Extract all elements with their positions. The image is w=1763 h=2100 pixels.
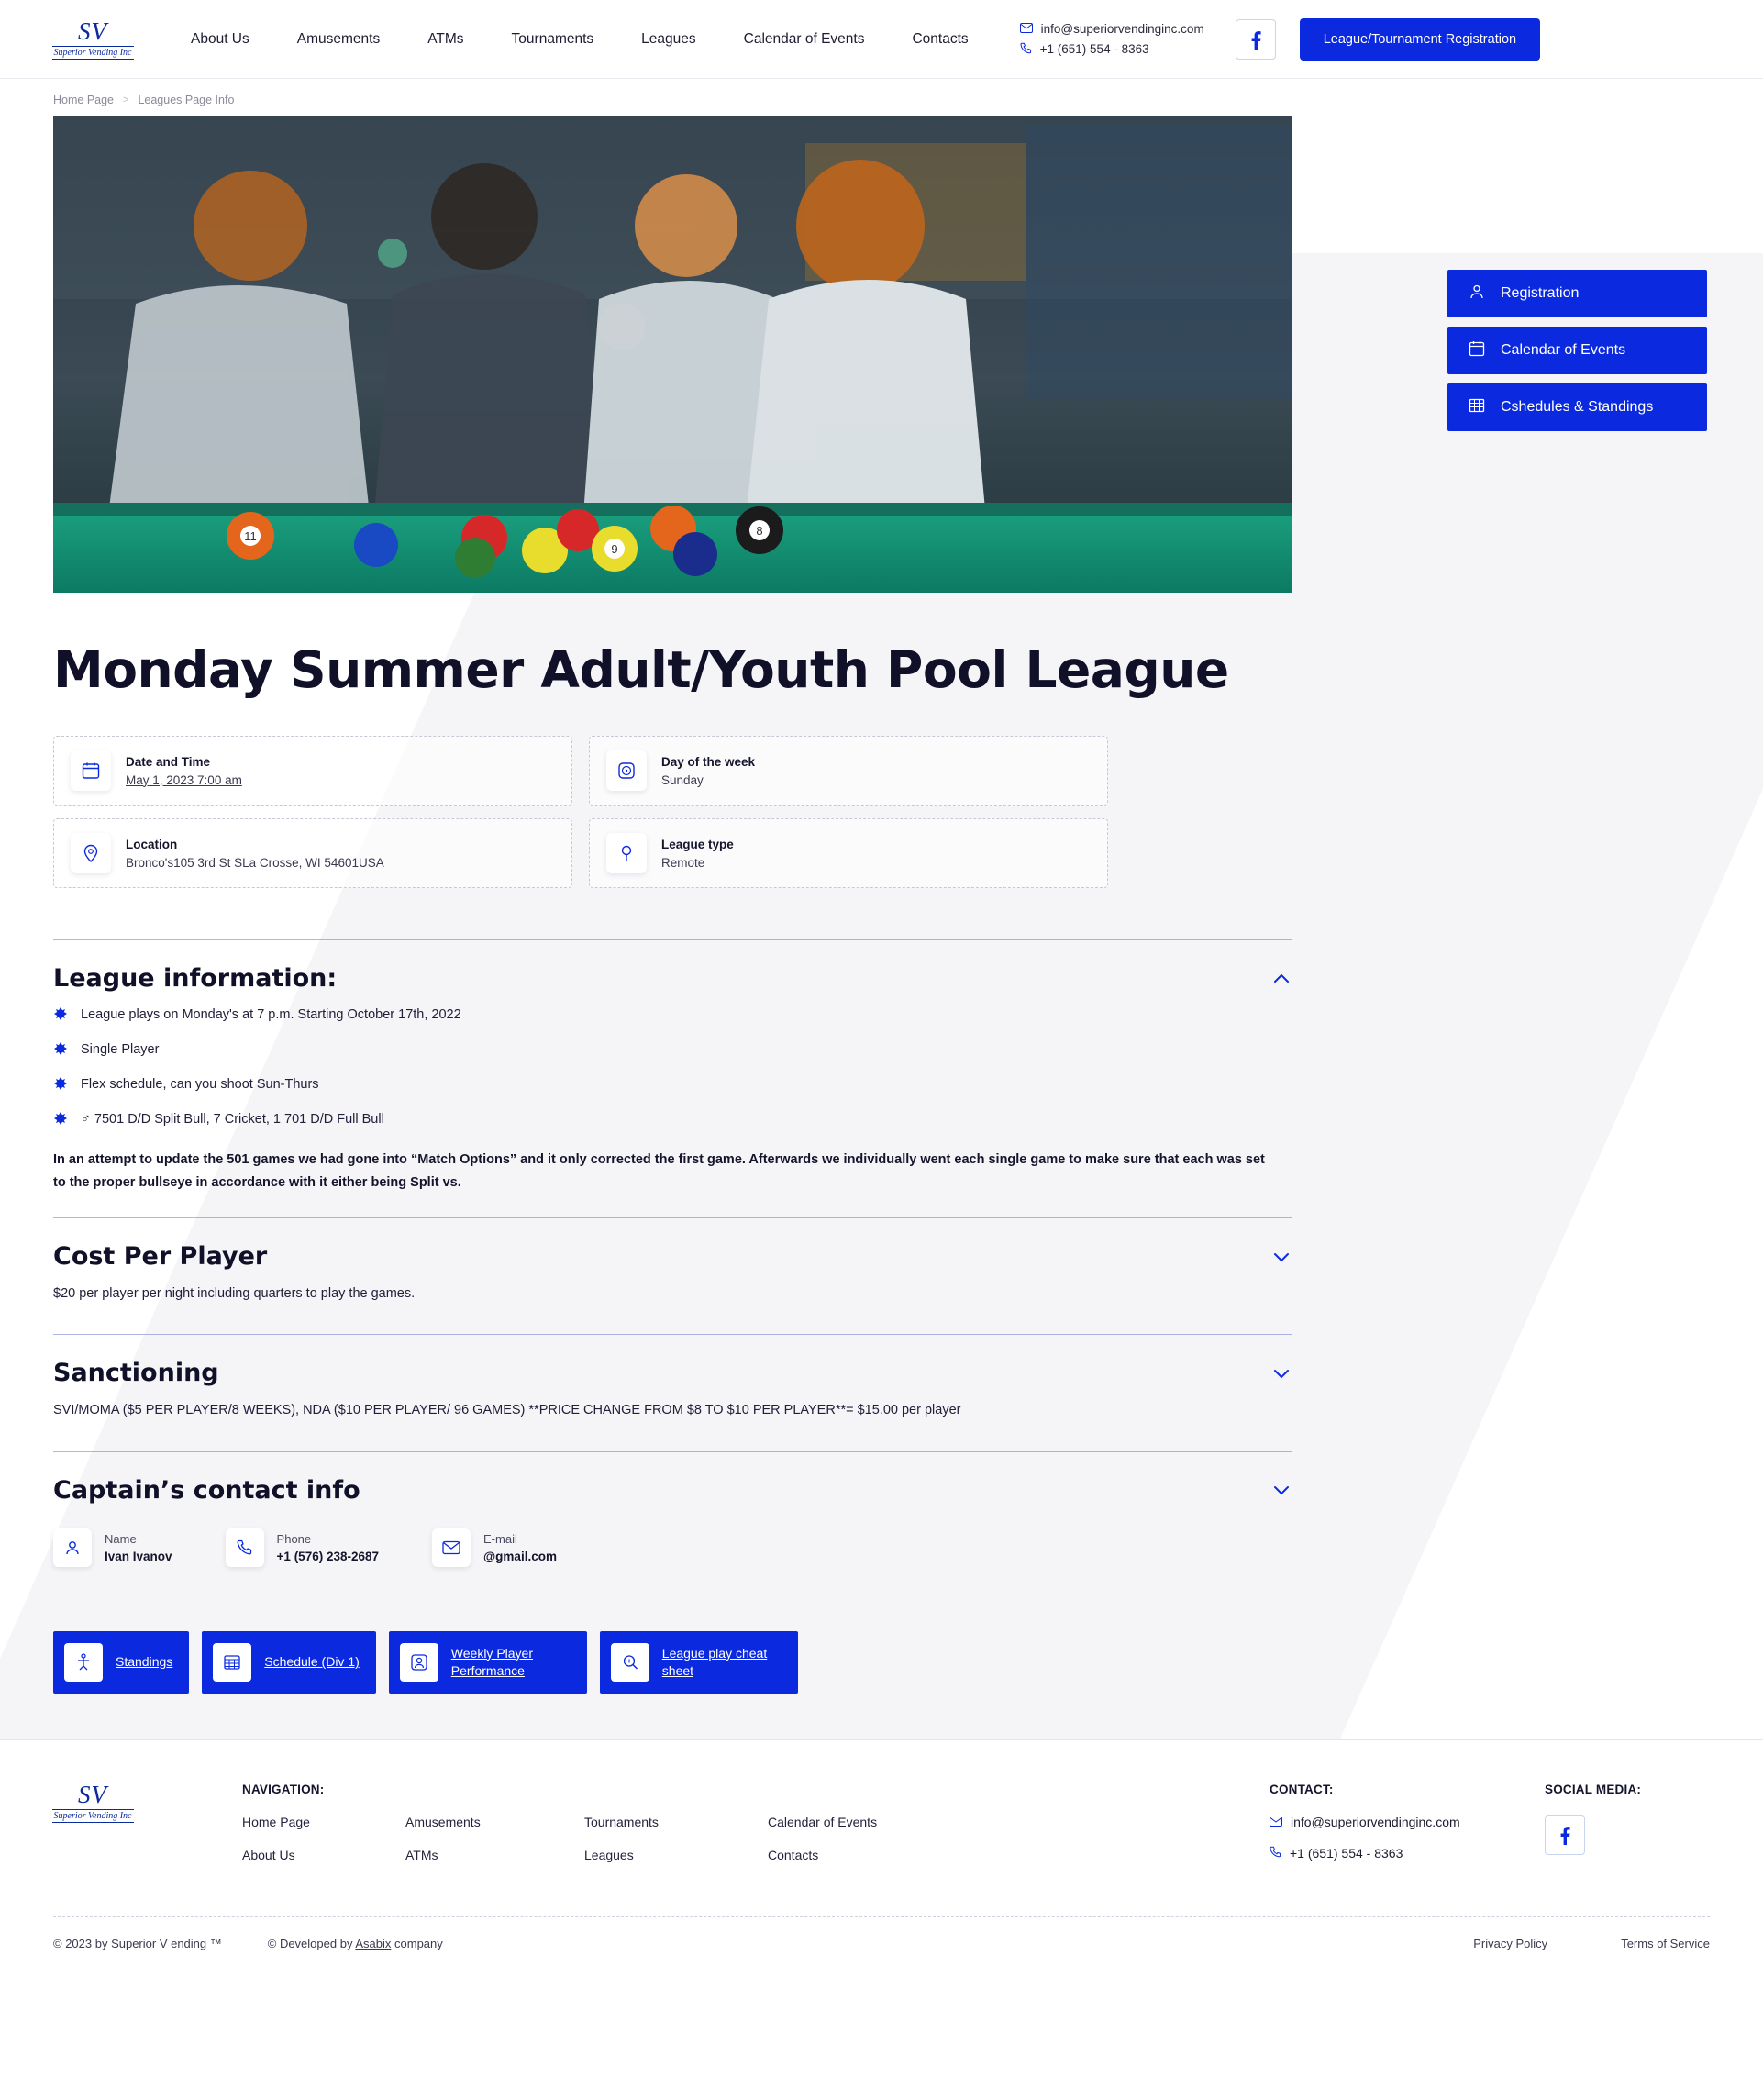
sidebar-item-registration-label: Registration: [1501, 285, 1580, 301]
captain-name-value: Ivan Ivanov: [105, 1549, 172, 1563]
captain-contact-row: [53, 1517, 1292, 1574]
accordion-title-cost-per-player: Cost Per Player: [53, 1242, 268, 1272]
player-icon: [400, 1643, 438, 1682]
schedule-icon: [213, 1643, 251, 1682]
page-body: [0, 116, 1763, 1739]
list-item: [53, 1110, 1292, 1130]
registration-icon: [1468, 283, 1486, 306]
accordion-body-sanctioning: [53, 1400, 1292, 1450]
footer-link-contacts[interactable]: Contacts: [768, 1847, 819, 1862]
accordion-list: [53, 939, 1292, 1598]
clock-icon: [606, 750, 647, 791]
bullet-icon: [53, 1111, 68, 1130]
calendar-icon: [1468, 339, 1486, 362]
standings-button[interactable]: [53, 1631, 189, 1694]
footer-link-calendar-of-events[interactable]: Calendar of Events: [768, 1814, 878, 1829]
footer-logo[interactable]: [53, 1780, 141, 1823]
footer-logo-initials: SV: [78, 1780, 107, 1808]
chevron-down-icon[interactable]: [1271, 1480, 1292, 1500]
header-contact-block: [1020, 22, 1204, 57]
footer-link-tournaments[interactable]: Tournaments: [584, 1814, 659, 1829]
main-nav: [167, 22, 992, 57]
phone-icon: [226, 1528, 264, 1567]
privacy-policy-link[interactable]: Privacy Policy: [1473, 1936, 1548, 1950]
footer-email[interactable]: [1270, 1815, 1545, 1829]
info-card-league-type-label: League type: [661, 837, 734, 851]
facebook-icon[interactable]: [1545, 1815, 1585, 1855]
standings-button-label: Standings: [116, 1654, 173, 1670]
divider: [53, 1217, 1292, 1218]
footer-nav-heading: NAVIGATION:: [242, 1782, 325, 1796]
nav-item-atms[interactable]: ATMs: [427, 30, 464, 47]
captain-name: [53, 1528, 172, 1567]
captain-name-label: Name: [105, 1531, 137, 1546]
footer-contact-heading: CONTACT:: [1270, 1782, 1334, 1796]
footer-email-text: info@superiorvendinginc.com: [1291, 1814, 1460, 1829]
captain-email-label: E-mail: [483, 1531, 517, 1546]
accordion-title-league-information: League information:: [53, 964, 338, 993]
header-email[interactable]: [1020, 22, 1204, 36]
info-card-day-of-week: [589, 736, 1108, 806]
table-icon: [1468, 396, 1486, 419]
footer-link-amusements[interactable]: Amusements: [405, 1814, 481, 1829]
chevron-down-icon[interactable]: [1271, 1247, 1292, 1267]
captain-phone-label: Phone: [276, 1531, 312, 1546]
league-information-paragraph: In an attempt to update the 501 games we had gone into “Match Options” and it only corrected the first game. Afterwards we individually went each single game to make sure that each was set to the proper bullseye in accordance with it either being Split vs.: [53, 1152, 1265, 1190]
site-footer: [0, 1739, 1763, 1978]
info-card-date-time-label: Date and Time: [126, 754, 211, 769]
developed-prefix: © Developed by: [267, 1936, 353, 1950]
captain-phone: [226, 1528, 379, 1567]
list-item-text: ♂ 7501 D/D Split Bull, 7 Cricket, 1 701 D/D Full Bull: [81, 1112, 384, 1127]
info-card-location-value: Bronco's105 3rd St SLa Crosse, WI 54601USA: [126, 855, 384, 870]
footer-legal-right: [1473, 1937, 1710, 1950]
breadcrumb: [0, 79, 1763, 116]
nav-item-leagues[interactable]: Leagues: [641, 30, 696, 47]
schedule-button-label: Schedule (Div 1): [264, 1654, 360, 1670]
list-item-text: Single Player: [81, 1042, 160, 1057]
nav-item-contacts[interactable]: Contacts: [912, 30, 969, 47]
footer-logo-name: Superior Vending Inc: [53, 1810, 132, 1821]
phone-icon: [1020, 42, 1032, 57]
footer-bottom: [53, 1916, 1710, 1978]
info-card-date-time-value: May 1, 2023 7:00 am: [126, 772, 242, 787]
bullet-icon: [53, 1041, 68, 1061]
main-content: [0, 116, 1265, 1694]
location-icon: [71, 833, 111, 873]
header-phone-text: +1 (651) 554 - 8363: [1039, 42, 1149, 56]
terms-of-service-link[interactable]: Terms of Service: [1621, 1936, 1710, 1950]
accordion-title-captains-contact-info: Captain’s contact info: [53, 1475, 360, 1505]
search-icon: [611, 1643, 649, 1682]
sidebar-item-calendar-of-events[interactable]: [1447, 327, 1707, 374]
info-card-location: [53, 818, 572, 888]
site-header: [0, 0, 1763, 79]
accordion-header-league-information[interactable]: [53, 940, 1292, 1006]
accordion-header-sanctioning[interactable]: [53, 1335, 1292, 1400]
league-registration-button[interactable]: League/Tournament Registration: [1300, 18, 1540, 61]
divider: [53, 939, 1292, 940]
footer-legal-left: [53, 1937, 443, 1950]
sidebar-item-schedules-label: Cshedules & Standings: [1501, 399, 1654, 415]
divider: [53, 1334, 1292, 1335]
breadcrumb-separator: >: [123, 94, 129, 106]
svg-text:8: 8: [756, 524, 763, 538]
league-play-cheat-sheet-button[interactable]: [600, 1631, 798, 1694]
accordion-body-league-information: [53, 1006, 1292, 1217]
footer-phone-text: +1 (651) 554 - 8363: [1290, 1845, 1403, 1861]
nav-item-about-us[interactable]: About Us: [191, 30, 249, 47]
weekly-player-performance-label: Weekly Player Performance: [450, 1645, 533, 1678]
hero-image: [53, 116, 1292, 593]
breadcrumb-current: Leagues Page Info: [138, 94, 235, 106]
list-item-text: League plays on Monday's at 7 p.m. Starting October 17th, 2022: [81, 1007, 461, 1022]
mail-icon: [1270, 1815, 1282, 1829]
calendar-icon: [71, 750, 111, 791]
info-card-league-type-value: Remote: [661, 855, 705, 870]
captain-email-value: @gmail.com: [483, 1549, 557, 1563]
sanctioning-text: SVI/MOMA ($5 PER PLAYER/8 WEEKS), NDA ($10 PER PLAYER/ 96 GAMES) **PRICE CHANGE FROM $8 TO $10 PER PLAYER**= $15.00 per player: [53, 1403, 961, 1418]
cost-per-player-text: $20 per player per night including quarters to play the games.: [53, 1286, 416, 1302]
chevron-down-icon[interactable]: [1271, 1363, 1292, 1383]
captain-email: [432, 1528, 557, 1567]
list-item: [53, 1006, 1292, 1026]
nav-item-calendar-of-events[interactable]: Calendar of Events: [743, 30, 865, 47]
footer-link-about-us[interactable]: About Us: [242, 1847, 295, 1862]
phone-icon: [1270, 1846, 1281, 1861]
accordion-body-captains-contact-info: [53, 1517, 1292, 1598]
info-card-day-of-week-value: Sunday: [661, 772, 704, 787]
footer-social-heading: SOCIAL MEDIA:: [1545, 1782, 1642, 1796]
breadcrumb-home[interactable]: Home Page: [53, 94, 115, 106]
footer-navigation: [242, 1783, 1270, 1862]
footer-link-leagues[interactable]: Leagues: [584, 1847, 634, 1862]
person-icon: [53, 1528, 92, 1567]
developed-suffix: company: [394, 1936, 443, 1950]
info-card-day-of-week-label: Day of the week: [661, 754, 756, 769]
logo-initials: SV: [78, 17, 107, 45]
footer-social: [1545, 1783, 1710, 1855]
svg-text:11: 11: [244, 529, 257, 543]
schedule-button[interactable]: [202, 1631, 376, 1694]
page-title: Monday Summer Adult/Youth Pool League: [53, 640, 1229, 699]
footer-nav-columns: [242, 1815, 1270, 1862]
accordion-title-sanctioning: Sanctioning: [53, 1359, 219, 1388]
quick-links-sidebar: [1447, 270, 1707, 440]
header-email-text: info@superiorvendinginc.com: [1040, 21, 1204, 36]
copyright-text: © 2023 by Superior V ending ™: [53, 1936, 222, 1950]
standings-icon: [64, 1643, 103, 1682]
list-item: [53, 1075, 1292, 1095]
developed-by: [268, 1937, 443, 1950]
svg-text:9: 9: [611, 542, 618, 556]
accordion-body-cost-per-player: [53, 1283, 1292, 1334]
site-logo[interactable]: [53, 19, 132, 60]
sidebar-item-registration[interactable]: [1447, 270, 1707, 317]
league-play-cheat-sheet-label: League play cheat sheet: [661, 1645, 768, 1678]
pin-icon: [606, 833, 647, 873]
mail-icon: [1020, 22, 1033, 36]
footer-top: [53, 1780, 1710, 1877]
bullet-icon: [53, 1076, 68, 1095]
sidebar-item-schedules-standings[interactable]: [1447, 383, 1707, 431]
info-card-location-label: Location: [126, 837, 178, 851]
footer-link-home-page[interactable]: Home Page: [242, 1814, 310, 1829]
info-card-date-time: [53, 736, 572, 806]
facebook-icon[interactable]: [1236, 19, 1276, 60]
accordion-header-captains-contact-info[interactable]: [53, 1452, 1292, 1517]
nav-item-tournaments[interactable]: Tournaments: [511, 30, 594, 47]
resource-link-buttons: [53, 1631, 1238, 1694]
weekly-player-performance-button[interactable]: [389, 1631, 587, 1694]
logo-name: Superior Vending Inc: [53, 47, 132, 58]
list-item-text: Flex schedule, can you shoot Sun-Thurs: [81, 1077, 319, 1092]
nav-item-amusements[interactable]: Amusements: [296, 30, 381, 47]
sidebar-item-calendar-label: Calendar of Events: [1501, 342, 1626, 358]
header-phone[interactable]: [1020, 42, 1204, 57]
event-info-grid: [53, 736, 1108, 888]
chevron-up-icon[interactable]: [1271, 969, 1292, 989]
accordion-header-cost-per-player[interactable]: [53, 1218, 1292, 1283]
bullet-icon: [53, 1006, 68, 1026]
mail-icon: [432, 1528, 471, 1567]
list-item: [53, 1040, 1292, 1061]
info-card-league-type: [589, 818, 1108, 888]
asabix-link[interactable]: Asabix: [355, 1936, 392, 1950]
footer-phone[interactable]: [1270, 1846, 1545, 1861]
footer-contact: [1270, 1783, 1545, 1877]
captain-phone-value: +1 (576) 238-2687: [276, 1549, 380, 1563]
hero-illustration: [53, 116, 1292, 593]
divider: [53, 1451, 1292, 1452]
footer-link-atms[interactable]: ATMs: [405, 1847, 438, 1862]
